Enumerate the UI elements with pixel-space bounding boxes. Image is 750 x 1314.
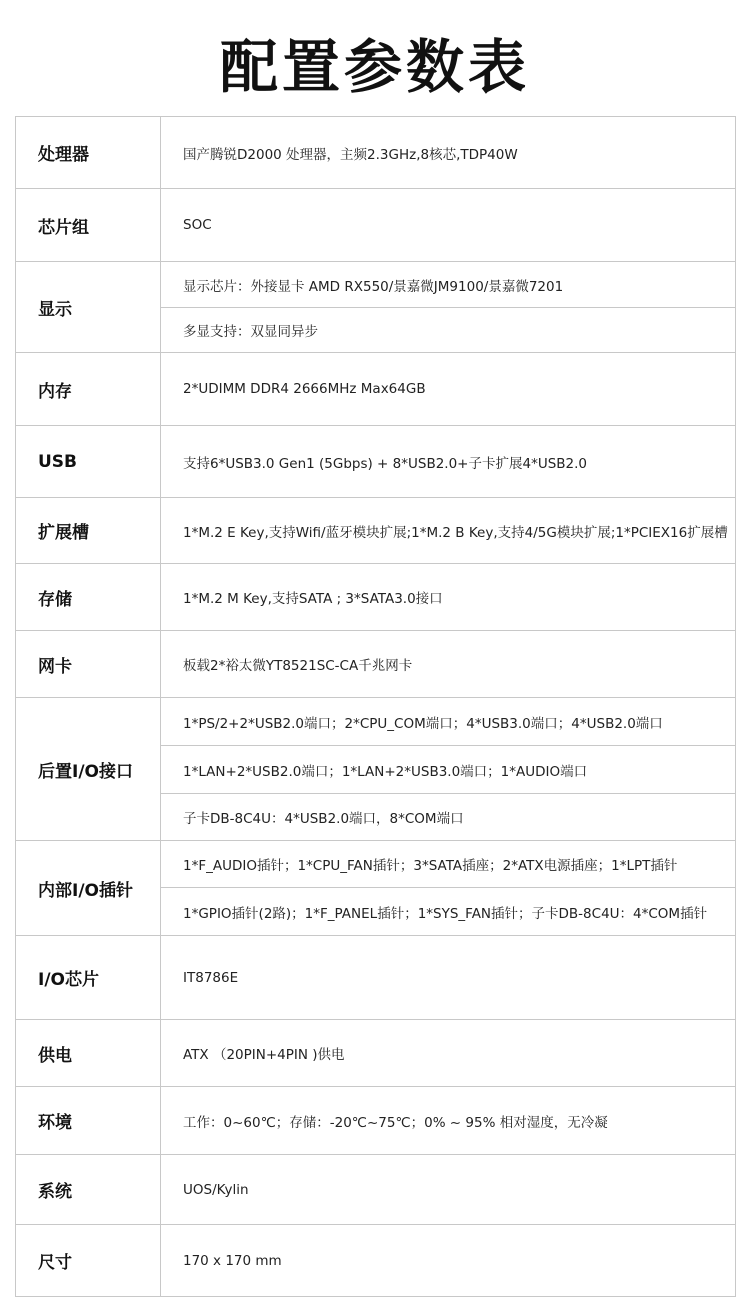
spec-label: 网卡: [16, 631, 161, 698]
spec-value: 1*GPIO插针(2路)；1*F_PANEL插针；1*SYS_FAN插针；子卡DB-8C4U：4*COM插针: [161, 888, 736, 936]
spec-value: 显示芯片：外接显卡 AMD RX550/景嘉微JM9100/景嘉微7201: [161, 262, 736, 308]
spec-label: 内存: [16, 353, 161, 426]
spec-label: 扩展槽: [16, 498, 161, 564]
spec-label: 尺寸: [16, 1225, 161, 1297]
spec-value: ATX （20PIN+4PIN )供电: [161, 1020, 736, 1087]
table-row: [16, 426, 736, 498]
table-row: [16, 1087, 736, 1155]
spec-value: 工作：0~60℃；存储：-20℃~75℃；0% ~ 95% 相对湿度，无冷凝: [161, 1087, 736, 1155]
spec-label: 内部I/O插针: [16, 841, 161, 936]
table-row: [16, 936, 736, 1020]
table-row: [16, 1225, 736, 1297]
spec-value: 多显支持：双显同异步: [161, 308, 736, 353]
table-row: [16, 189, 736, 262]
spec-label: 存储: [16, 564, 161, 631]
table-row: [16, 841, 736, 888]
spec-label: 后置I/O接口: [16, 698, 161, 841]
table-row: [16, 117, 736, 189]
spec-value: 1*M.2 E Key,支持Wifi/蓝牙模块扩展;1*M.2 B Key,支持4/5G模块扩展;1*PCIEX16扩展槽: [161, 498, 736, 564]
spec-value: 国产腾锐D2000 处理器，主频2.3GHz,8核芯,TDP40W: [161, 117, 736, 189]
spec-value: 1*PS/2+2*USB2.0端口；2*CPU_COM端口；4*USB3.0端口；4*USB2.0端口: [161, 698, 736, 746]
spec-label: USB: [16, 426, 161, 498]
table-row: [16, 353, 736, 426]
spec-value: 子卡DB-8C4U：4*USB2.0端口，8*COM端口: [161, 794, 736, 841]
spec-table: [15, 116, 736, 1297]
spec-value: 1*F_AUDIO插针；1*CPU_FAN插针；3*SATA插座；2*ATX电源插座；1*LPT插针: [161, 841, 736, 888]
spec-value: 2*UDIMM DDR4 2666MHz Max64GB: [161, 353, 736, 426]
spec-table-body: [16, 117, 736, 1297]
spec-value: 板载2*裕太微YT8521SC-CA千兆网卡: [161, 631, 736, 698]
spec-label: 显示: [16, 262, 161, 353]
spec-label: 环境: [16, 1087, 161, 1155]
spec-value: UOS/Kylin: [161, 1155, 736, 1225]
spec-label: 处理器: [16, 117, 161, 189]
page-title: 配置参数表: [219, 33, 530, 101]
table-row: [16, 1155, 736, 1225]
spec-value: SOC: [161, 189, 736, 262]
table-row: [16, 564, 736, 631]
spec-value: 支持6*USB3.0 Gen1 (5Gbps) + 8*USB2.0+子卡扩展4*USB2.0: [161, 426, 736, 498]
table-row: [16, 498, 736, 564]
table-row: [16, 698, 736, 746]
spec-label: 芯片组: [16, 189, 161, 262]
spec-value: 1*LAN+2*USB2.0端口；1*LAN+2*USB3.0端口；1*AUDIO端口: [161, 746, 736, 794]
table-row: [16, 262, 736, 308]
spec-value: IT8786E: [161, 936, 736, 1020]
spec-value: 170 x 170 mm: [161, 1225, 736, 1297]
spec-value: 1*M.2 M Key,支持SATA ; 3*SATA3.0接口: [161, 564, 736, 631]
spec-label: 供电: [16, 1020, 161, 1087]
spec-label: 系统: [16, 1155, 161, 1225]
spec-label: I/O芯片: [16, 936, 161, 1020]
table-row: [16, 631, 736, 698]
table-row: [16, 1020, 736, 1087]
